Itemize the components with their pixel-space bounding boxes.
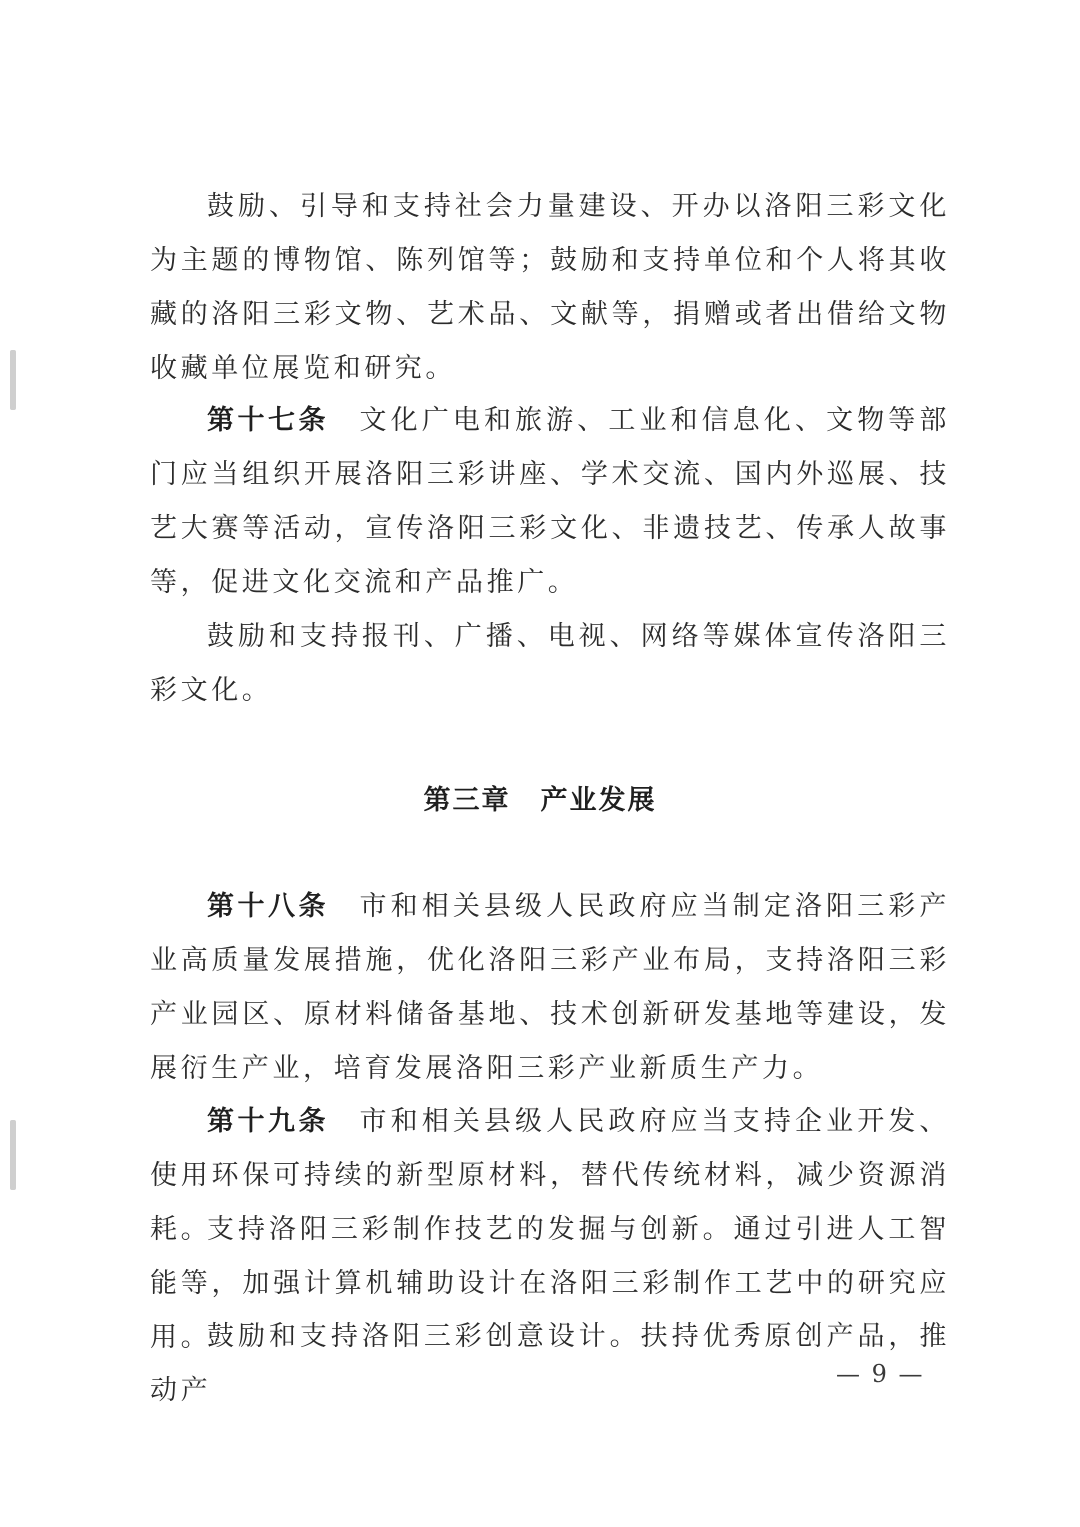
binding-mark-top (10, 350, 16, 410)
paragraph-creative-design: 鼓励和支持洛阳三彩创意设计。扶持优秀原创产品，推动产 (150, 1321, 950, 1406)
article-17-text: 文化广电和旅游、工业和信息化、文物等部门应当组织开展洛阳三彩讲座、学术交流、国内外巡展、技艺大赛等活动，宣传洛阳三彩文化、非遗技艺、传承人故事等，促进文化交流和产品推广。 (150, 405, 951, 598)
chapter-heading (0, 778, 1080, 817)
article-18-paragraph (150, 880, 950, 1096)
article-17-number: 第十七条 (207, 405, 330, 436)
paragraph-craft-innovation: 支持洛阳三彩制作技艺的发掘与创新。通过引进人工智能等，加强计算机辅助设计在洛阳三彩制作工艺中的研究应用。 (150, 1214, 950, 1353)
chapter-title: 产业发展 (540, 785, 657, 816)
binding-mark-bottom (10, 1120, 16, 1190)
article-18-number: 第十八条 (207, 891, 330, 922)
page-number: — 9 — (836, 1360, 925, 1388)
paragraph-media-promotion: 鼓励和支持报刊、广播、电视、网络等媒体宣传洛阳三彩文化。 (150, 621, 950, 706)
chapter-number: 第三章 (423, 785, 511, 816)
article-18-text: 市和相关县级人民政府应当制定洛阳三彩产业高质量发展措施，优化洛阳三彩产业布局，支持洛阳三彩产业园区、原材料储备基地、技术创新研发基地等建设，发展衍生产业，培育发展洛阳三彩产业新质生产力。 (150, 891, 951, 1084)
article-19-text: 市和相关县级人民政府应当支持企业开发、使用环保可持续的新型原材料，替代传统材料，减少资源消耗。 (150, 1106, 951, 1245)
article-17-paragraph (150, 394, 950, 610)
article-19-number: 第十九条 (207, 1106, 330, 1137)
paragraph-encourage-museums: 鼓励、引导和支持社会力量建设、开办以洛阳三彩文化为主题的博物馆、陈列馆等；鼓励和支持单位和个人将其收藏的洛阳三彩文物、艺术品、文献等，捐赠或者出借给文物收藏单位展览和研究。 (150, 191, 950, 384)
